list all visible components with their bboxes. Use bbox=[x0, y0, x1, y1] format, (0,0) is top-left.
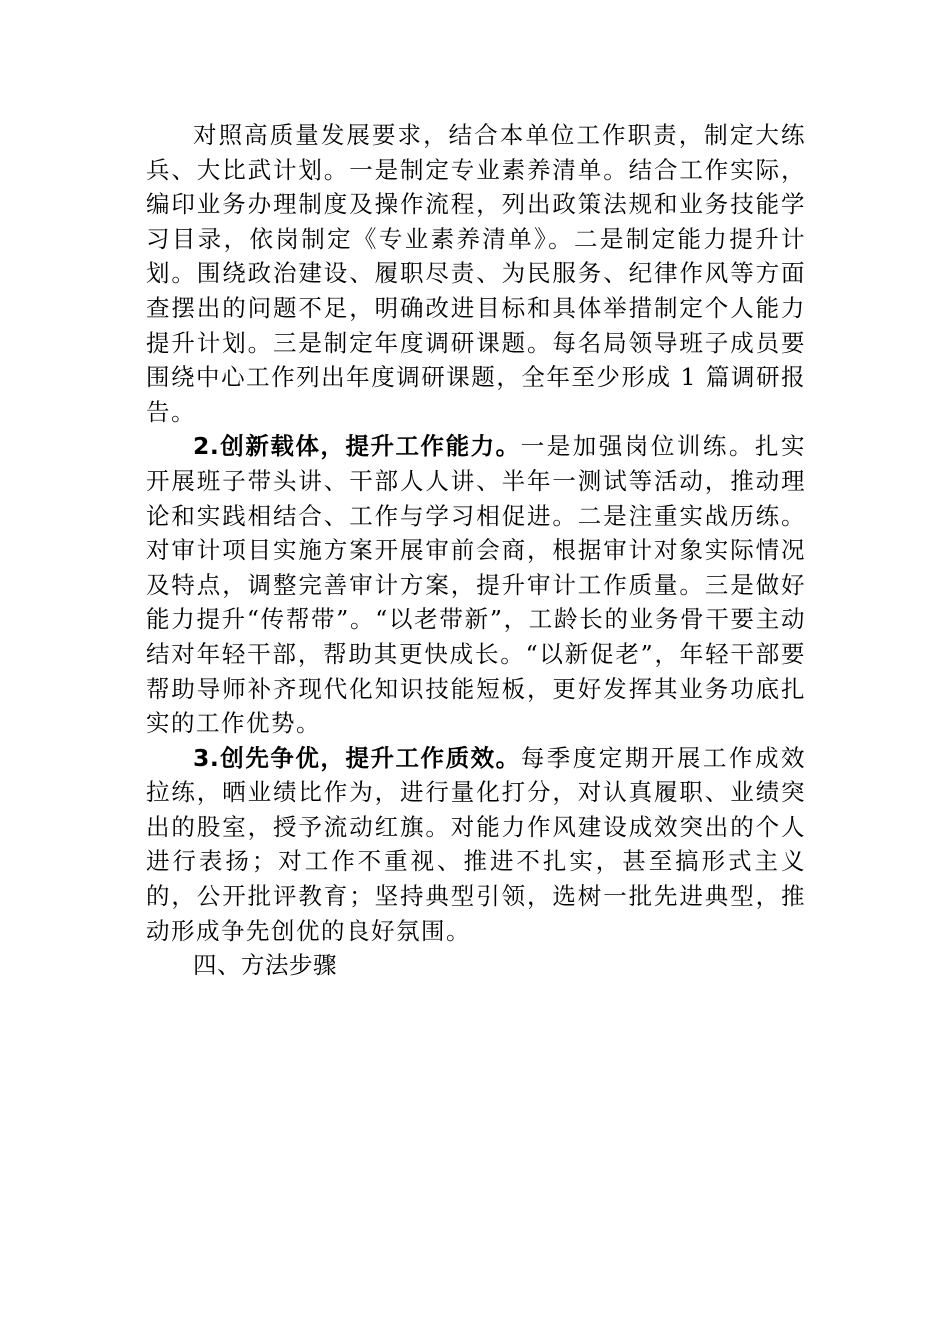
paragraph-lead: 2.创新载体，提升工作能力。 bbox=[193, 432, 521, 461]
paragraph-plan bbox=[146, 118, 806, 429]
paragraph-text: 每季度定期开展工作成效拉练，晒业绩比作为，进行量化打分，对认真履职、业绩突出的股室，授予流动红旗。对能力作风建设成效突出的个人进行表扬；对工作不重视、推进不扎实，甚至搞形式主义的，公开批评教育；坚持典型引领，选树一批先进典型，推动形成争先创优的良好氛围。 bbox=[146, 743, 806, 945]
paragraph-excellence bbox=[146, 741, 806, 949]
paragraph-lead: 3.创先争优，提升工作质效。 bbox=[193, 743, 521, 772]
document-body bbox=[146, 118, 806, 983]
paragraph-innovation bbox=[146, 429, 806, 740]
paragraph-text: 对照高质量发展要求，结合本单位工作职责，制定大练兵、大比武计划。一是制定专业素养清单。结合工作实际，编印业务办理制度及操作流程，列出政策法规和业务技能学习目录，依岗制定《专业素养清单》。二是制定能力提升计划。围绕政治建设、履职尽责、为民服务、纪律作风等方面查摆出的问题不足，明确改进目标和具体举措制定个人能力提升计划。三是制定年度调研课题。每名局领导班子成员要围绕中心工作列出年度调研课题，全年至少形成 1 篇调研报告。 bbox=[146, 121, 806, 426]
section-heading: 四、方法步骤 bbox=[193, 951, 337, 980]
paragraph-text: 一是加强岗位训练。扎实开展班子带头讲、干部人人讲、半年一测试等活动，推动理论和实践相结合、工作与学习相促进。二是注重实战历练。对审计项目实施方案开展审前会商，根据审计对象实际情况及特点，调整完善审计方案，提升审计工作质量。三是做好能力提升“传帮带”。“以老带新”，工龄长的业务骨干要主动结对年轻干部，帮助其更快成长。“以新促老”，年轻干部要帮助导师补齐现代化知识技能短板，更好发挥其业务功底扎实的工作优势。 bbox=[146, 432, 806, 738]
